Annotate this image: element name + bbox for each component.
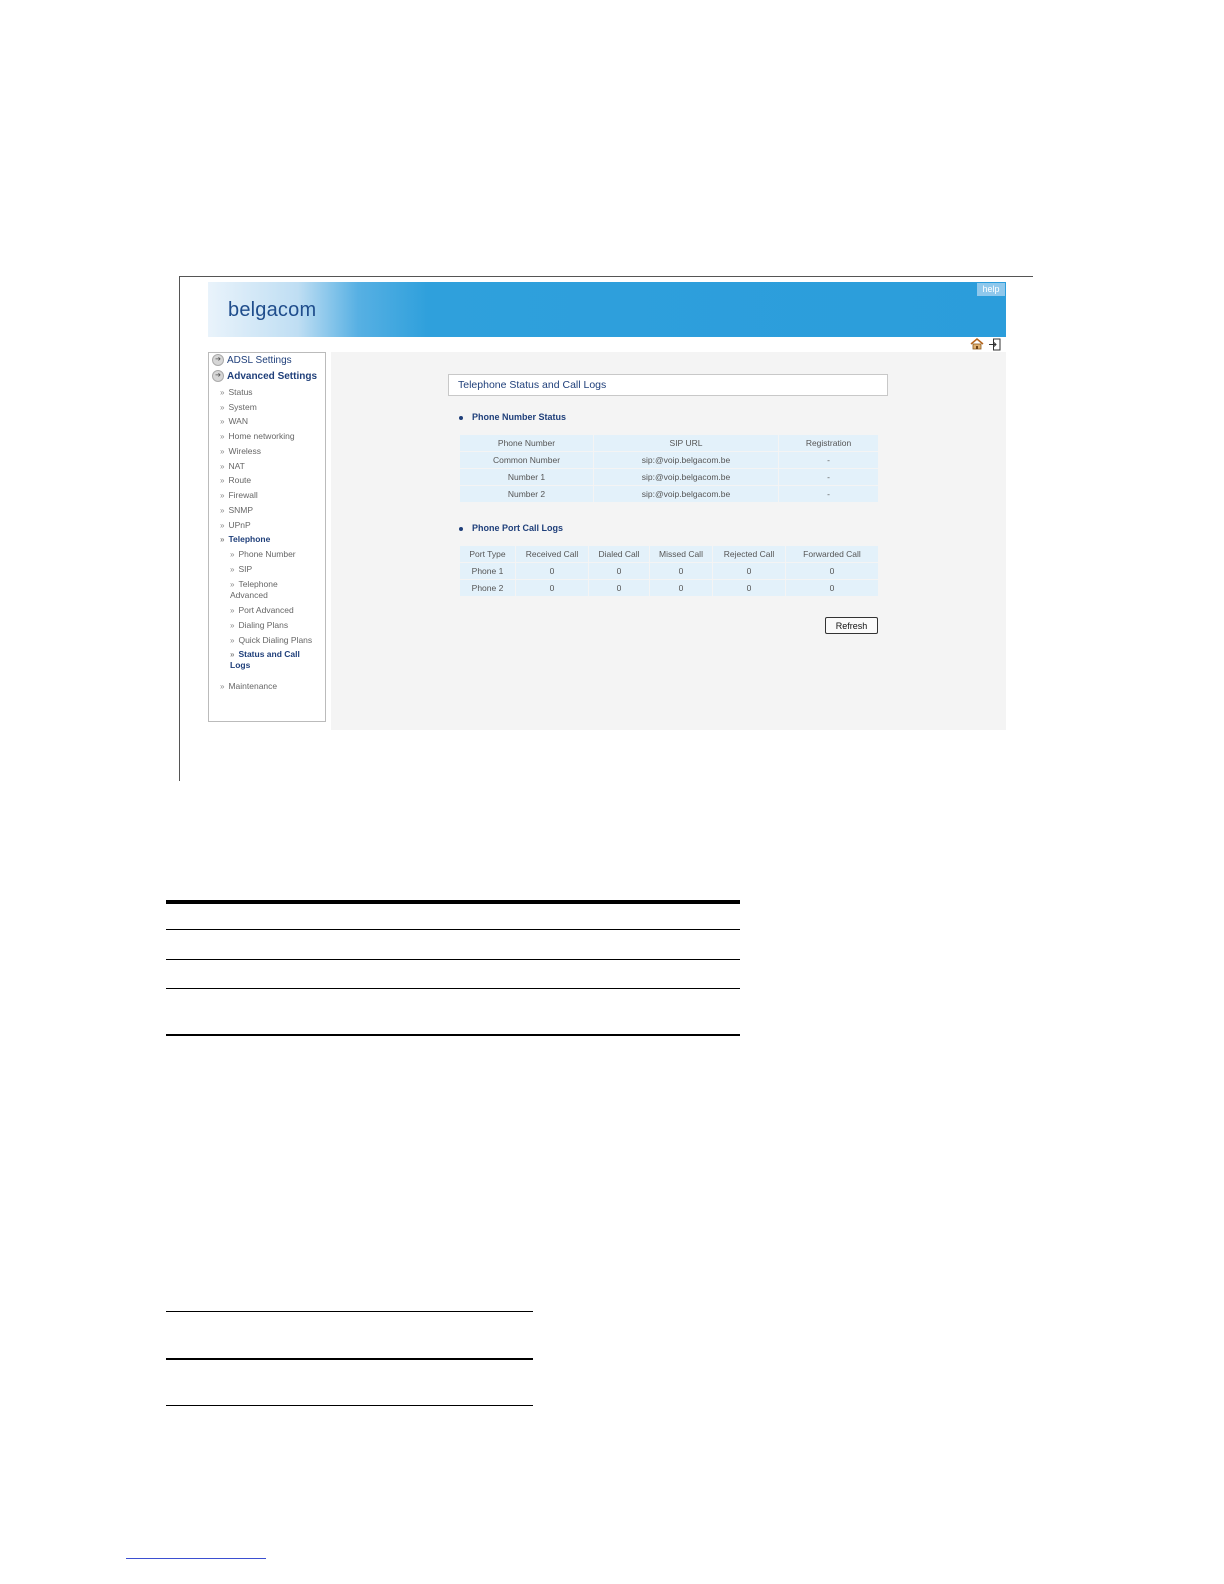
table-cell: Phone 2 — [460, 580, 515, 596]
column-header: Rejected Call — [713, 546, 785, 562]
chevron-right-icon: » — [220, 432, 225, 441]
chevron-right-icon: » — [230, 650, 235, 659]
phone-number-status-table — [459, 434, 879, 503]
chevron-right-icon: » — [220, 476, 225, 485]
chevron-right-icon: » — [220, 682, 225, 691]
table-cell: sip:@voip.belgacom.be — [594, 452, 778, 468]
table-row — [460, 452, 878, 468]
sidebar-item-status-call-logs[interactable]: » Status and Call Logs — [230, 649, 300, 670]
sidebar-item-status[interactable]: » Status — [220, 387, 253, 397]
table-row — [460, 469, 878, 485]
table-cell: 0 — [650, 563, 712, 579]
table-cell: 0 — [589, 580, 649, 596]
sidebar-item-telephone[interactable]: » Telephone — [220, 534, 271, 544]
table-rule — [166, 1358, 533, 1360]
table-row — [460, 580, 878, 596]
sidebar-item-upnp[interactable]: » UPnP — [220, 520, 251, 530]
table-row — [460, 563, 878, 579]
sidebar-item-sip[interactable]: » SIP — [230, 564, 253, 574]
belgacom-logo: belgacom — [228, 299, 317, 321]
chevron-right-icon: » — [230, 565, 235, 574]
table-cell: 0 — [650, 580, 712, 596]
column-header: Forwarded Call — [786, 546, 878, 562]
table-rule — [166, 959, 740, 960]
table-cell: 0 — [516, 563, 588, 579]
arrow-circle-icon: ➔ — [212, 370, 224, 382]
table-rule — [166, 1405, 533, 1406]
page-title: Telephone Status and Call Logs — [448, 374, 888, 396]
sidebar-item-snmp[interactable]: » SNMP — [220, 505, 254, 515]
sidebar-item-nat[interactable]: » NAT — [220, 461, 245, 471]
logout-icon[interactable] — [989, 338, 1001, 351]
sidebar-item-system[interactable]: » System — [220, 402, 257, 412]
table-cell: 0 — [589, 563, 649, 579]
column-header: Received Call — [516, 546, 588, 562]
content-panel — [331, 352, 1006, 730]
sidebar-item-advanced-settings[interactable] — [212, 370, 317, 382]
chevron-right-icon: » — [220, 491, 225, 500]
chevron-right-icon: » — [220, 417, 225, 426]
table-row — [460, 486, 878, 502]
call-logs-table — [459, 545, 879, 597]
table-rule — [166, 988, 740, 989]
table-header-row — [460, 546, 878, 562]
sidebar-item-firewall[interactable]: » Firewall — [220, 490, 258, 500]
column-header: Dialed Call — [589, 546, 649, 562]
column-header: SIP URL — [594, 435, 778, 451]
table-cell: sip:@voip.belgacom.be — [594, 486, 778, 502]
sidebar-item-quick-dialing-plans[interactable]: » Quick Dialing Plans — [230, 635, 313, 645]
table-rule — [166, 1311, 533, 1312]
section-heading-call-logs: Phone Port Call Logs — [459, 523, 563, 533]
chevron-right-icon: » — [220, 447, 225, 456]
chevron-right-icon: » — [230, 606, 235, 615]
table-cell: Phone 1 — [460, 563, 515, 579]
table-top-rule — [166, 900, 740, 904]
column-header: Phone Number — [460, 435, 593, 451]
sidebar-item-telephone-advanced[interactable]: » Telephone Advanced — [230, 579, 278, 600]
table-cell: 0 — [786, 563, 878, 579]
column-header: Registration — [779, 435, 878, 451]
table-cell: - — [779, 469, 878, 485]
footnote-link-underline — [126, 1558, 266, 1559]
sidebar-item-label: Advanced Settings — [227, 370, 318, 382]
bullet-icon — [459, 416, 463, 420]
sidebar-item-maintenance[interactable]: » Maintenance — [220, 681, 278, 691]
table-cell: 0 — [713, 563, 785, 579]
chevron-right-icon: » — [230, 580, 235, 589]
table-cell: 0 — [516, 580, 588, 596]
header-banner — [208, 282, 1006, 337]
chevron-right-icon: » — [220, 388, 225, 397]
home-icon[interactable] — [970, 338, 984, 350]
sidebar-item-route[interactable]: » Route — [220, 475, 252, 485]
sidebar-item-wan[interactable]: » WAN — [220, 416, 248, 426]
help-button[interactable]: help — [977, 283, 1005, 296]
bullet-icon — [459, 527, 463, 531]
chevron-right-icon: » — [230, 636, 235, 645]
table-rule — [166, 929, 740, 930]
table-cell: - — [779, 486, 878, 502]
table-cell: - — [779, 452, 878, 468]
refresh-button[interactable]: Refresh — [825, 617, 878, 634]
sidebar-item-label: ADSL Settings — [227, 354, 292, 366]
sidebar-item-phone-number[interactable]: » Phone Number — [230, 549, 296, 559]
chevron-right-icon: » — [220, 403, 225, 412]
table-header-row — [460, 435, 878, 451]
table-cell: sip:@voip.belgacom.be — [594, 469, 778, 485]
sidebar-item-wireless[interactable]: » Wireless — [220, 446, 262, 456]
chevron-right-icon: » — [220, 506, 225, 515]
table-bottom-rule — [166, 1034, 740, 1036]
chevron-right-icon: » — [220, 535, 225, 544]
sidebar-item-dialing-plans[interactable]: » Dialing Plans — [230, 620, 289, 630]
arrow-circle-icon: ➔ — [212, 354, 224, 366]
table-cell: 0 — [713, 580, 785, 596]
table-cell: Common Number — [460, 452, 593, 468]
sidebar-item-port-advanced[interactable]: » Port Advanced — [230, 605, 294, 615]
chevron-right-icon: » — [220, 462, 225, 471]
chevron-right-icon: » — [220, 521, 225, 530]
sidebar-item-adsl-settings[interactable] — [212, 354, 292, 366]
section-heading-phone-status: Phone Number Status — [459, 412, 566, 422]
column-header: Port Type — [460, 546, 515, 562]
sidebar-item-home-networking[interactable]: » Home networking — [220, 431, 295, 441]
chevron-right-icon: » — [230, 550, 235, 559]
chevron-right-icon: » — [230, 621, 235, 630]
table-cell: Number 2 — [460, 486, 593, 502]
table-cell: 0 — [786, 580, 878, 596]
table-cell: Number 1 — [460, 469, 593, 485]
column-header: Missed Call — [650, 546, 712, 562]
